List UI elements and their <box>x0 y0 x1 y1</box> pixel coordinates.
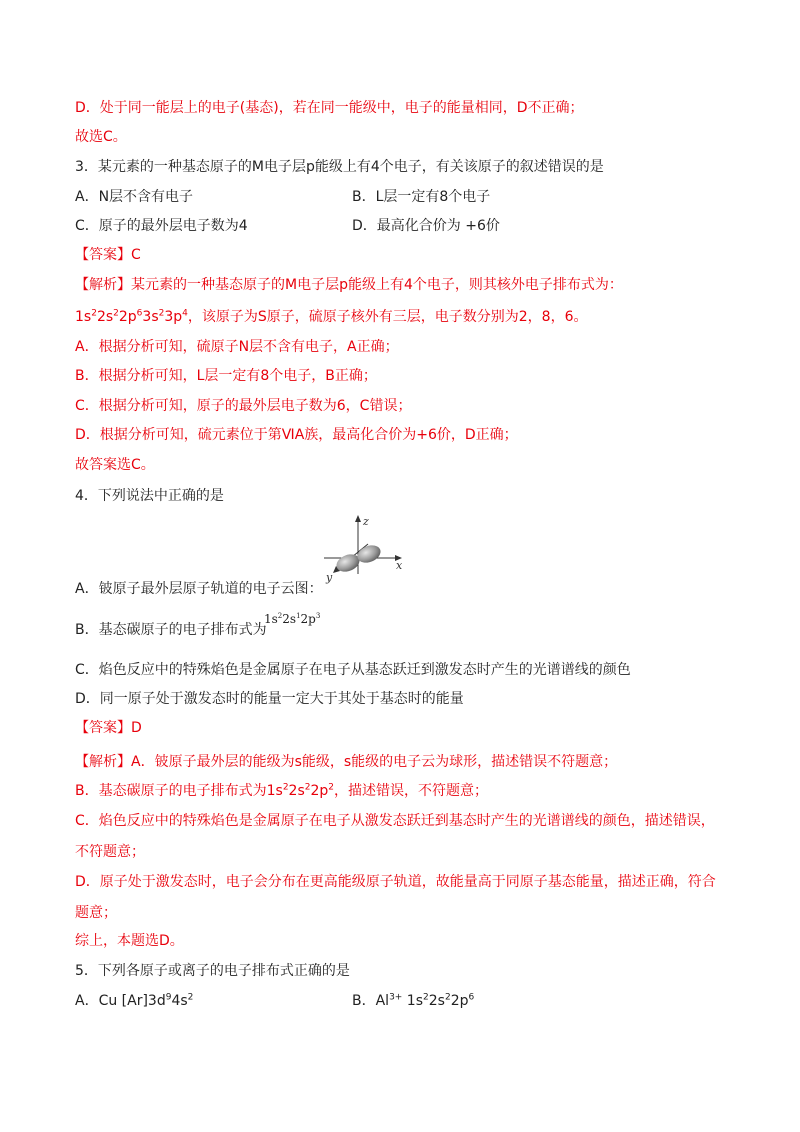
q3-explanation-c: C．根据分析可知，原子的最外层电子数为6，C错误； <box>75 398 412 414</box>
q4-answer: 【答案】D <box>75 720 142 736</box>
q4-explanation-b: B．基态碳原子的电子排布式为$1s^22s^22p^2$，描述错误，不符题意； <box>75 782 489 799</box>
q4-option-c: C．焰色反应中的特殊焰色是金属原子在电子从基态跃迁到激发态时产生的光谱谱线的颜色 <box>75 662 631 678</box>
q3-explanation-b: B．根据分析可知，L层一定有8个电子，B正确； <box>75 368 377 384</box>
q4-explanation-d1: D．原子处于激发态时，电子会分布在更高能级原子轨道，故能量高于同原子基态能量，描述正确，符合 <box>75 874 716 890</box>
x-axis-label: x <box>396 559 403 572</box>
question-5: 5．下列各原子或离子的电子排布式正确的是 <box>75 963 350 979</box>
z-axis-label: z <box>363 515 369 528</box>
carbon-config-formula: $1s^22s^12p^3$ <box>264 612 321 626</box>
q3-option-b: B．L层一定有8个电子 <box>352 189 491 205</box>
q3-explanation-d: D．根据分析可知，硫元素位于第ⅥA族，最高化合价为+6价，D正确； <box>75 427 518 443</box>
q3-explanation-1: 【解析】某元素的一种基态原子的M电子层p能级上有4个电子，则其核外电子排布式为： <box>75 277 623 293</box>
prev-option-d-explanation: D．处于同一能层上的电子(基态)，若在同一能级中，电子的能量相同，D不正确； <box>75 100 584 116</box>
q3-answer: 【答案】C <box>75 247 141 263</box>
q3-conclusion: 故答案选C。 <box>75 457 155 473</box>
question-4: 4．下列说法中正确的是 <box>75 488 224 504</box>
q3-explanation-2: $1s^22s^22p^63s^23p^4$，该原子为S原子，硫原子核外有三层，电子数分别为2，8，6。 <box>75 308 588 325</box>
q5-option-a: A．Cu $[Ar]3d^94s^2$ <box>75 992 194 1009</box>
q4-explanation-a: 【解析】A．铍原子最外层的能级为s能级，s能级的电子云为球形，描述错误不符题意； <box>75 754 618 770</box>
q5-option-b: B．$Al^{3+}$ $1s^22s^22p^6$ <box>352 992 475 1009</box>
q3-explanation-a: A．根据分析可知，硫原子N层不含有电子，A正确； <box>75 339 399 355</box>
q4-option-d: D．同一原子处于激发态时的能量一定大于其处于基态时的能量 <box>75 691 464 707</box>
q4-option-b: B．基态碳原子的电子排布式为 <box>75 622 267 638</box>
q3-option-d: D．最高化合价为 +6价 <box>352 218 500 234</box>
q4-explanation-c2: 不符题意； <box>75 844 145 860</box>
z-axis-arrow <box>355 515 361 522</box>
p-orbital-figure <box>318 514 408 586</box>
q4-explanation-c1: C．焰色反应中的特殊焰色是金属原子在电子从激发态跃迁到基态时产生的光谱谱线的颜色，描述错误， <box>75 813 715 829</box>
q4-conclusion: 综上，本题选D。 <box>75 933 184 949</box>
question-3: 3．某元素的一种基态原子的M电子层p能级上有4个电子，有关该原子的叙述错误的是 <box>75 159 604 175</box>
q3-option-a: A．N层不含有电子 <box>75 189 194 205</box>
y-axis-label: y <box>326 571 333 584</box>
q4-explanation-d2: 题意； <box>75 905 117 921</box>
prev-conclusion: 故选C。 <box>75 129 127 145</box>
q3-option-c: C．原子的最外层电子数为4 <box>75 218 248 234</box>
q4-option-a: A．铍原子最外层原子轨道的电子云图： <box>75 581 323 597</box>
